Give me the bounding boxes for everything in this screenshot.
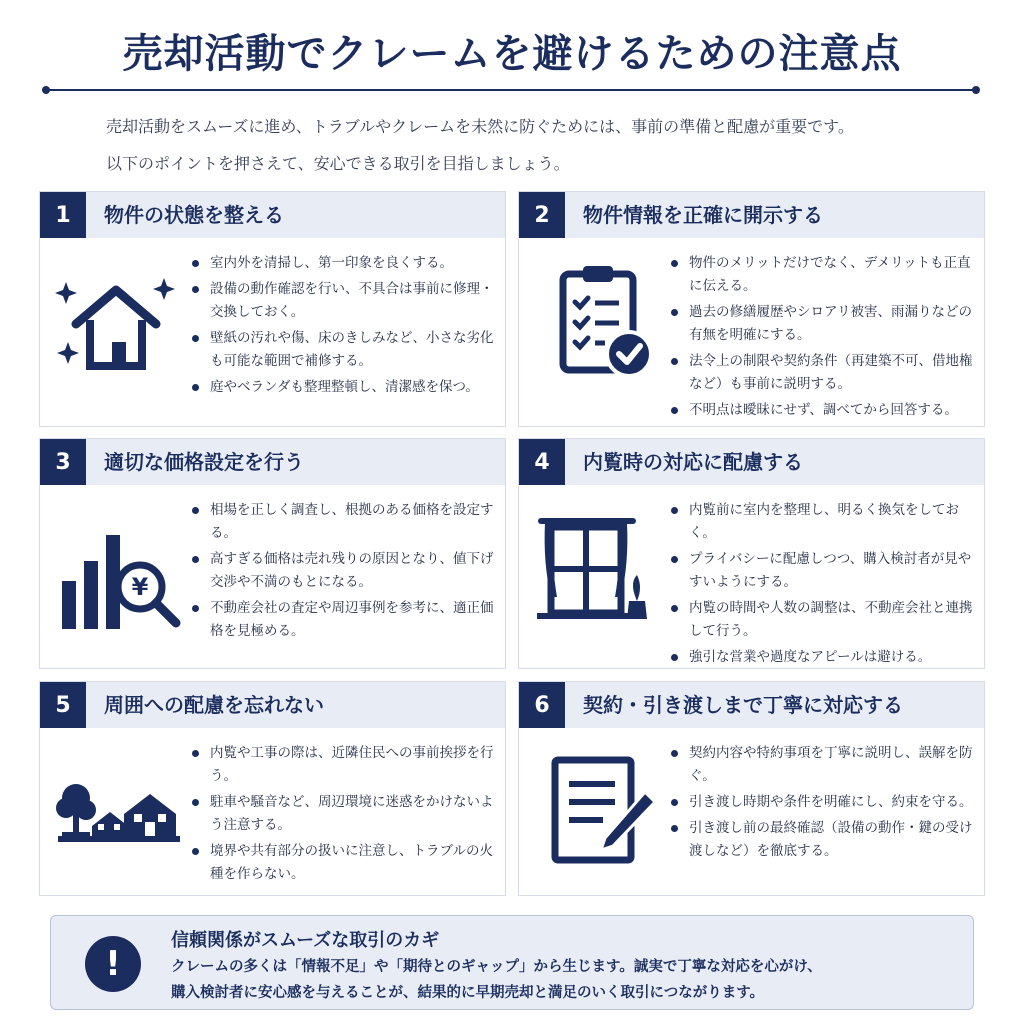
card-number: 6 [519,682,565,728]
callout-line: 購入検討者に安心感を与えることが、結果的に早期売却と満足のいく取引につながります。 [171,985,765,1001]
list-item: 強引な営業や過度なアピールは避ける。 [671,646,976,669]
card-number: 5 [40,682,86,728]
card-title: 物件の状態を整える [104,203,284,227]
list-item: 引き渡し時期や条件を明確にし、約束を守る。 [671,791,976,814]
list-item: プライバシーに配慮しつつ、購入検討者が見やすいようにする。 [671,548,976,594]
list-item: 庭やベランダも整理整頓し、清潔感を保つ。 [192,376,497,399]
bullet-list [671,252,976,425]
page-title: 売却活動でクレームを避けるための注意点 [122,31,902,77]
list-item: 設備の動作確認を行い、不具合は事前に修理・交換しておく。 [192,278,497,324]
list-item: 内覧の時間や人数の調整は、不動産会社と連携して行う。 [671,597,976,643]
list-item: 相場を正しく調査し、根拠のある価格を設定する。 [192,499,497,545]
list-item: 高すぎる価格は売れ残りの原因となり、値下げ交渉や不満のもとになる。 [192,548,497,594]
neighborhood-houses-icon [54,756,184,876]
card-point-5 [39,681,506,896]
card-title: 適切な価格設定を行う [104,450,304,474]
list-item: 内覧前に室内を整理し、明るく換気をしておく。 [671,499,976,545]
card-title: 周囲への配慮を忘れない [104,693,324,717]
svg-text:¥: ¥ [131,573,149,601]
document-pen-icon [533,754,663,874]
card-number: 4 [519,439,565,485]
clipboard-check-icon [533,262,663,382]
list-item: 法令上の制限や契約条件（再建築不可、借地権など）も事前に説明する。 [671,350,976,396]
card-header [40,192,505,238]
callout-text [171,954,961,1006]
list-item: 境界や共有部分の扱いに注意し、トラブルの火種を作らない。 [192,840,497,886]
list-item: 駐車や騒音など、周辺環境に迷惑をかけないよう注意する。 [192,791,497,837]
list-item: 内覧や工事の際は、近隣住民への事前挨拶を行う。 [192,742,497,788]
exclamation-icon: ! [85,936,141,992]
card-point-4 [518,438,985,669]
card-point-2 [518,191,985,427]
house-sparkle-icon [54,272,184,392]
card-header [40,439,505,485]
title-divider [46,89,976,91]
card-point-3 [39,438,506,669]
bullet-list [192,499,497,646]
card-header [519,682,984,728]
card-number: 3 [40,439,86,485]
list-item: 壁紙の汚れや傷、床のきしみなど、小さな劣化も可能な範囲で補修する。 [192,327,497,373]
card-number: 1 [40,192,86,238]
list-item: 過去の修繕履歴やシロアリ被害、雨漏りなどの有無を明確にする。 [671,301,976,347]
intro-text [106,108,966,182]
list-item: 不動産会社の査定や周辺事例を参考に、適正価格を見極める。 [192,597,497,643]
list-item: 契約内容や特約事項を丁寧に説明し、誤解を防ぐ。 [671,742,976,788]
bar-chart-yen-magnifier-icon [54,521,184,641]
list-item: 不明点は曖昧にせず、調べてから回答する。 [671,399,976,422]
card-title: 物件情報を正確に開示する [583,203,823,227]
list-item: 引き渡し前の最終確認（設備の動作・鍵の受け渡しなど）を徹底する。 [671,817,976,863]
card-header [40,682,505,728]
card-header [519,192,984,238]
callout-title: 信頼関係がスムーズな取引のカギ [171,930,440,951]
bullet-list [192,252,497,402]
callout-line: クレームの多くは「情報不足」や「期待とのギャップ」から生じます。誠実で丁寧な対応を心がけ、 [171,959,822,975]
card-header [519,439,984,485]
list-item: 室内外を清掃し、第一印象を良くする。 [192,252,497,275]
intro-line: 以下のポイントを押さえて、安心できる取引を目指しましょう。 [106,154,570,173]
bullet-list [192,742,497,889]
window-curtain-icon [533,513,663,633]
card-number: 2 [519,192,565,238]
intro-line: 売却活動をスムーズに進め、トラブルやクレームを未然に防ぐためには、事前の準備と配慮が重要です。 [106,117,854,136]
card-point-1 [39,191,506,427]
card-title: 内覧時の対応に配慮する [583,450,803,474]
bullet-list [671,499,976,672]
card-title: 契約・引き渡しまで丁寧に対応する [583,693,903,717]
card-point-6 [518,681,985,896]
list-item: 物件のメリットだけでなく、デメリットも正直に伝える。 [671,252,976,298]
bullet-list [671,742,976,866]
key-message-callout [50,915,974,1010]
